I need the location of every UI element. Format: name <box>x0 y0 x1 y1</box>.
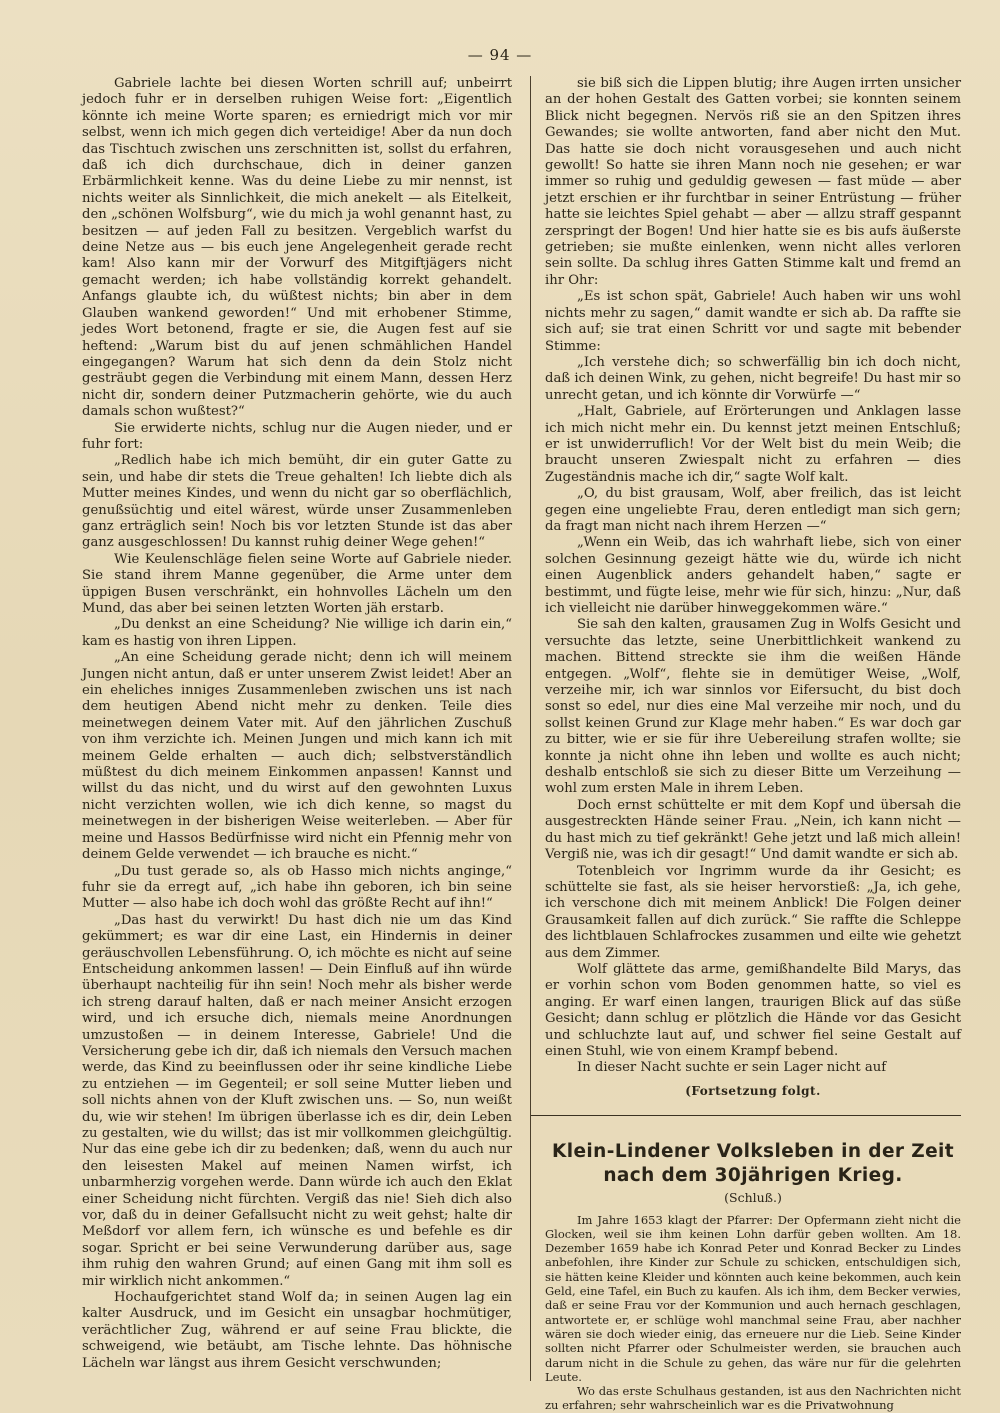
article-title-line-2: nach dem 30jährigen Krieg. <box>603 1165 903 1187</box>
paragraph: „Wenn ein Weib, das ich wahrhaft liebe, sich von einer solchen Gesinnung gezeigt hätte wie du, würde ich nicht einen Augenblick anders gehandelt haben,“ sagte er bestimmt, und fügte leise, mehr wie für sich, hinzu: „Nur, daß ich vielleicht nie darüber hinweggekommen wäre.“ <box>545 535 961 616</box>
paragraph: Sie erwiderte nichts, schlug nur die Augen nieder, und er fuhr fort: <box>82 420 512 452</box>
paragraph: „Du denkst an eine Scheidung? Nie willige ich darin ein,“ kam es hastig von ihren Lippen. <box>82 617 512 649</box>
paragraph: „Redlich habe ich mich bemüht, dir ein guter Gatte zu sein, und habe dir stets die Treue gehalten! Ich liebte dich als Mutter meines Kindes, und wenn du nicht gar so oberflächlich, genußsüchtig und eitel wärest, würde unser Zusammenleben ganz erträglich sein! Noch bis vor letzten Stunde ist das aber ganz ausgeschlossen! Du kannst ruhig deiner Wege gehen!“ <box>82 453 512 551</box>
article-body <box>545 1213 961 1413</box>
paragraph: „Es ist schon spät, Gabriele! Auch haben wir uns wohl nichts mehr zu sagen,“ damit wandte er sich ab. Da raffte sie sich auf; sie trat einen Schritt vor und sagte mit bebender Stimme: <box>545 289 961 354</box>
left-column <box>82 76 512 1372</box>
section-rule <box>531 1115 961 1116</box>
page-number: — 94 — <box>467 46 533 64</box>
continuation-note: (Fortsetzung folgt. <box>685 1083 821 1098</box>
paragraph: Gabriele lachte bei diesen Worten schrill auf; unbeirrt jedoch fuhr er in derselben ruhigen Weise fort: „Eigentlich könnte ich meine Worte sparen; es erniedrigt mich vor mir selbst, wenn ich mich gegen dich verteidige! Aber da nun doch das Tischtuch zwischen uns zerschnitten ist, sollst du erfahren, daß ich dich durchschaue, dich in deiner ganzen Erbärmlichkeit kenne. Was du deine Liebe zu mir nennst, ist nichts weiter als Sinnlichkeit, die mich anekelt — als Eitelkeit, den „schönen Wolfsburg“, wie du mich ja wohl genannt hast, zu besitzen — auf jeden Fall zu besitzen. Vergeblich warfst du deine Netze aus — bis euch jene Angelegenheit gerade recht kam! Also kann mir der Vorwurf des Mitgiftjägers nicht gemacht werden; ich habe vollständig korrekt gehandelt. Anfangs glaubte ich, du wüßtest nichts; bin aber in dem Glauben wankend geworden!“ Und mit erhobener Stimme, jedes Wort betonend, fragte er sie, die Augen fest auf sie heftend: „Warum bist du auf jenen schmählichen Handel eingegangen? Warum hat sich denn da dein Stolz nicht gesträubt gegen die Verbindung mit einem Mann, dessen Herz nicht dir, sondern deiner Putzmacherin gehörte, wie du auch damals schon wußtest?“ <box>82 76 512 420</box>
paragraph: Wo das erste Schulhaus gestanden, ist aus den Nachrichten nicht zu erfahren; sehr wahrscheinlich war es die Privatwohnung <box>545 1384 961 1413</box>
paragraph: „Das hast du verwirkt! Du hast dich nie um das Kind gekümmert; es war dir eine Last, ein Hindernis in deiner geräuschvollen Lebensführung. O, ich möchte es nicht auf seine Entscheidung ankommen lassen! — Dein Einfluß auf ihn würde überhaupt nachteilig für ihn sein! Noch mehr als bisher werde ich streng darauf halten, daß er nach meiner Ansicht erzogen wird, und ich ersuche dich, niemals meine Anordnungen umzustoßen — in deinem Interesse, Gabriele! Und die Versicherung gebe ich dir, daß ich niemals den Versuch machen werde, das Kind zu beeinflussen oder ihr seine kindliche Liebe zu entziehen — im Gegenteil; er soll seine Mutter lieben und soll nichts ahnen von der Kluft zwischen uns. — So, nun weißt du, wie wir stehen! Im übrigen überlasse ich es dir, dein Leben zu gestalten, wie du willst; das ist mir vollkommen gleichgültig. Nur das eine gebe ich dir zu bedenken; daß, wenn du auch nur den leisesten Makel auf meinen Namen wirfst, ich unbarmherzig vorgehen werde. Dann würde ich auch den Eklat einer Scheidung nicht fürchten. Vergiß das nie! Sieh dich also vor, daß du in deiner Gefallsucht nicht zu weit gehst; halte dir Meßdorf vor allem fern, ich wünsche es und befehle es dir sogar. Spricht er bei seine Verwunderung darüber aus, sage ihm ruhig den wahren Grund; auf einen Gang mit ihm soll es mir wirklich nicht ankommen.“ <box>82 912 512 1289</box>
article-title-line-1: Klein-Lindener Volksleben in der Zeit <box>552 1141 954 1163</box>
paragraph: Wolf glättete das arme, gemißhandelte Bild Marys, das er vorhin schon vom Boden genommen hatte, so viel es anging. Er warf einen langen, traurigen Blick auf das süße Gesicht; dann schlug er plötzlich die Hände vor das Gesicht und schluchzte laut auf, und schwer fiel seine Gestalt auf einen Stuhl, wie von einem Krampf bebend. <box>545 961 961 1059</box>
article-title <box>545 1140 961 1188</box>
paragraph: Wie Keulenschläge fielen seine Worte auf Gabriele nieder. Sie stand ihrem Manne gegenüber, die Arme unter dem üppigen Busen verschränkt, ein hohnvolles Lächeln um den Mund, das aber bei seinen letzten Worten jäh erstarb. <box>82 551 512 616</box>
paragraph: sie biß sich die Lippen blutig; ihre Augen irrten unsicher an der hohen Gestalt des Gatten vorbei; sie konnten seinem Blick nicht begegnen. Nervös riß sie an den Spitzen ihres Gewandes; sie wollte antworten, fand aber nicht den Mut. Das hatte sie doch nicht vorausgesehen und auch nicht gewollt! So hatte sie ihren Mann noch nie gesehen; er war immer so ruhig und geduldig gewesen — fast müde — aber jetzt erschien er ihr furchtbar in seiner Entrüstung — früher hatte sie leichtes Spiel gehabt — aber — allzu straff gespannt zerspringt der Bogen! Und hier hatte sie es bis aufs äußerste getrieben; sie mußte einlenken, wenn nicht alles verloren sein sollte. Da schlug ihres Gatten Stimme kalt und fremd an ihr Ohr: <box>545 76 961 288</box>
right-column <box>531 76 961 1413</box>
paragraph: „An eine Scheidung gerade nicht; denn ich will meinem Jungen nicht antun, daß er unter unserem Zwist leidet! Aber an ein eheliches inniges Zusammenleben zwischen uns ist nach dem heutigen Abend nicht mehr zu denken. Teile dies meinetwegen deinem Vater mit. Auf den jährlichen Zuschuß von ihm verzichte ich. Meinen Jungen und mich kann ich mit meinem Gelde erhalten — auch dich; selbstverständlich müßtest du dich meinem Einkommen anpassen! Kannst und willst du das nicht, und du wirst auf den gewohnten Luxus nicht verzichten wollen, wie ich dich kenne, so magst du meinetwegen in der bisherigen Weise weiterleben. — Aber für meine und Hassos Bedürfnisse wird nicht ein Pfennig mehr von deinem Gelde verwendet — ich brauche es nicht.“ <box>82 650 512 863</box>
paragraph: „Du tust gerade so, als ob Hasso mich nichts anginge,“ fuhr sie da erregt auf, „ich habe ihn geboren, ich bin seine Mutter — also habe ich doch wohl das größte Recht auf ihn!“ <box>82 863 512 912</box>
paragraph: Doch ernst schüttelte er mit dem Kopf und übersah die ausgestreckten Hände seiner Frau. „Nein, ich kann nicht — du hast mich zu tief gekränkt! Gehe jetzt und laß mich allein! Vergiß nie, was ich dir gesagt!“ Und damit wandte er sich ab. <box>545 797 961 863</box>
paragraph: Im Jahre 1653 klagt der Pfarrer: Der Opfermann zieht nicht die Glocken, weil sie ihm keinen Lohn darfür geben wollten. Am 18. Dezember 1659 habe ich Konrad Peter und Konrad Becker zu Lindes anbefohlen, ihre Kinder zur Schule zu schicken, entschuldigen sich, sie hätten keine Kleider und könnten auch keine bekommen, auch kein Geld, eine Tafel, ein Buch zu kaufen. Als ich ihm, dem Becker verwies, daß er seine Frau vor der Kommunion und auch hernach geschlagen, antwortete er, er schlüge wohl manchmal seine Frau, aber nachher wären sie doch wieder einig, das erneuere nur die Lieb. Seine Kinder sollten nicht Pfarrer oder Schulmeister werden, sie brauchen auch darum nicht in die Schule zu gehen, das wäre nur für die gelehrten Leute. <box>545 1212 961 1384</box>
paragraph: In dieser Nacht suchte er sein Lager nicht auf <box>577 1060 887 1076</box>
paragraph: Sie sah den kalten, grausamen Zug in Wolfs Gesicht und versuchte das letzte, seine Unerbittlichkeit wankend zu machen. Bittend streckte sie ihm die weißen Hände entgegen. „Wolf“, flehte sie in demütiger Weise, „Wolf, verzeihe mir, ich war sinnlos vor Eifersucht, du bist doch sonst so edel, nur dies eine Mal verzeihe mir noch, und du sollst keinen Grund zur Klage mehr haben.“ Es war doch gar zu bitter, wie er sie für ihre Uebereilung strafen wollte; sie konnte ja nicht ohne ihn leben und wollte es auch nicht; deshalb entschloß sie sich zu dieser Bitte um Verzeihung — wohl zum ersten Male in ihrem Leben. <box>545 617 961 797</box>
paragraph: „Ich verstehe dich; so schwerfällig bin ich doch nicht, daß ich deinen Wink, zu gehen, nicht begreife! Du hast mir so unrecht getan, und ich könnte dir Vorwürfe —“ <box>545 354 961 403</box>
paragraph: „Halt, Gabriele, auf Erörterungen und Anklagen lasse ich mich nicht mehr ein. Du kennst jetzt meinen Entschluß; er ist unwiderruflich! Vor der Welt bist du mein Weib; die braucht unseren Zwiespalt nicht zu erfahren — dies Zugeständnis mache ich dir,“ sagte Wolf kalt. <box>545 404 961 485</box>
paragraph: Totenbleich vor Ingrimm wurde da ihr Gesicht; es schüttelte sie fast, als sie heiser hervorstieß: „Ja, ich gehe, ich verschone dich mit meinem Anblick! Die Folgen deiner Grausamkeit fallen auf dich zurück.“ Sie raffte die Schleppe des lichtblauen Schlafrockes zusammen und eilte wie gehetzt aus dem Zimmer. <box>545 863 961 961</box>
paragraph: „O, du bist grausam, Wolf, aber freilich, das ist leicht gegen eine ungeliebte Frau, deren entledigt man sich gern; da fragt man nicht nach ihrem Herzen —“ <box>545 486 961 534</box>
article-subtitle: (Schluß.) <box>724 1190 782 1206</box>
paragraph: Hochaufgerichtet stand Wolf da; in seinen Augen lag ein kalter Ausdruck, und im Gesicht ein unsagbar hochmütiger, verächtlicher Zug, während er auf seine Frau blickte, die schweigend, wie betäubt, am Tische lehnte. Das höhnische Lächeln war längst aus ihrem Gesicht verschwunden; <box>82 1290 512 1371</box>
